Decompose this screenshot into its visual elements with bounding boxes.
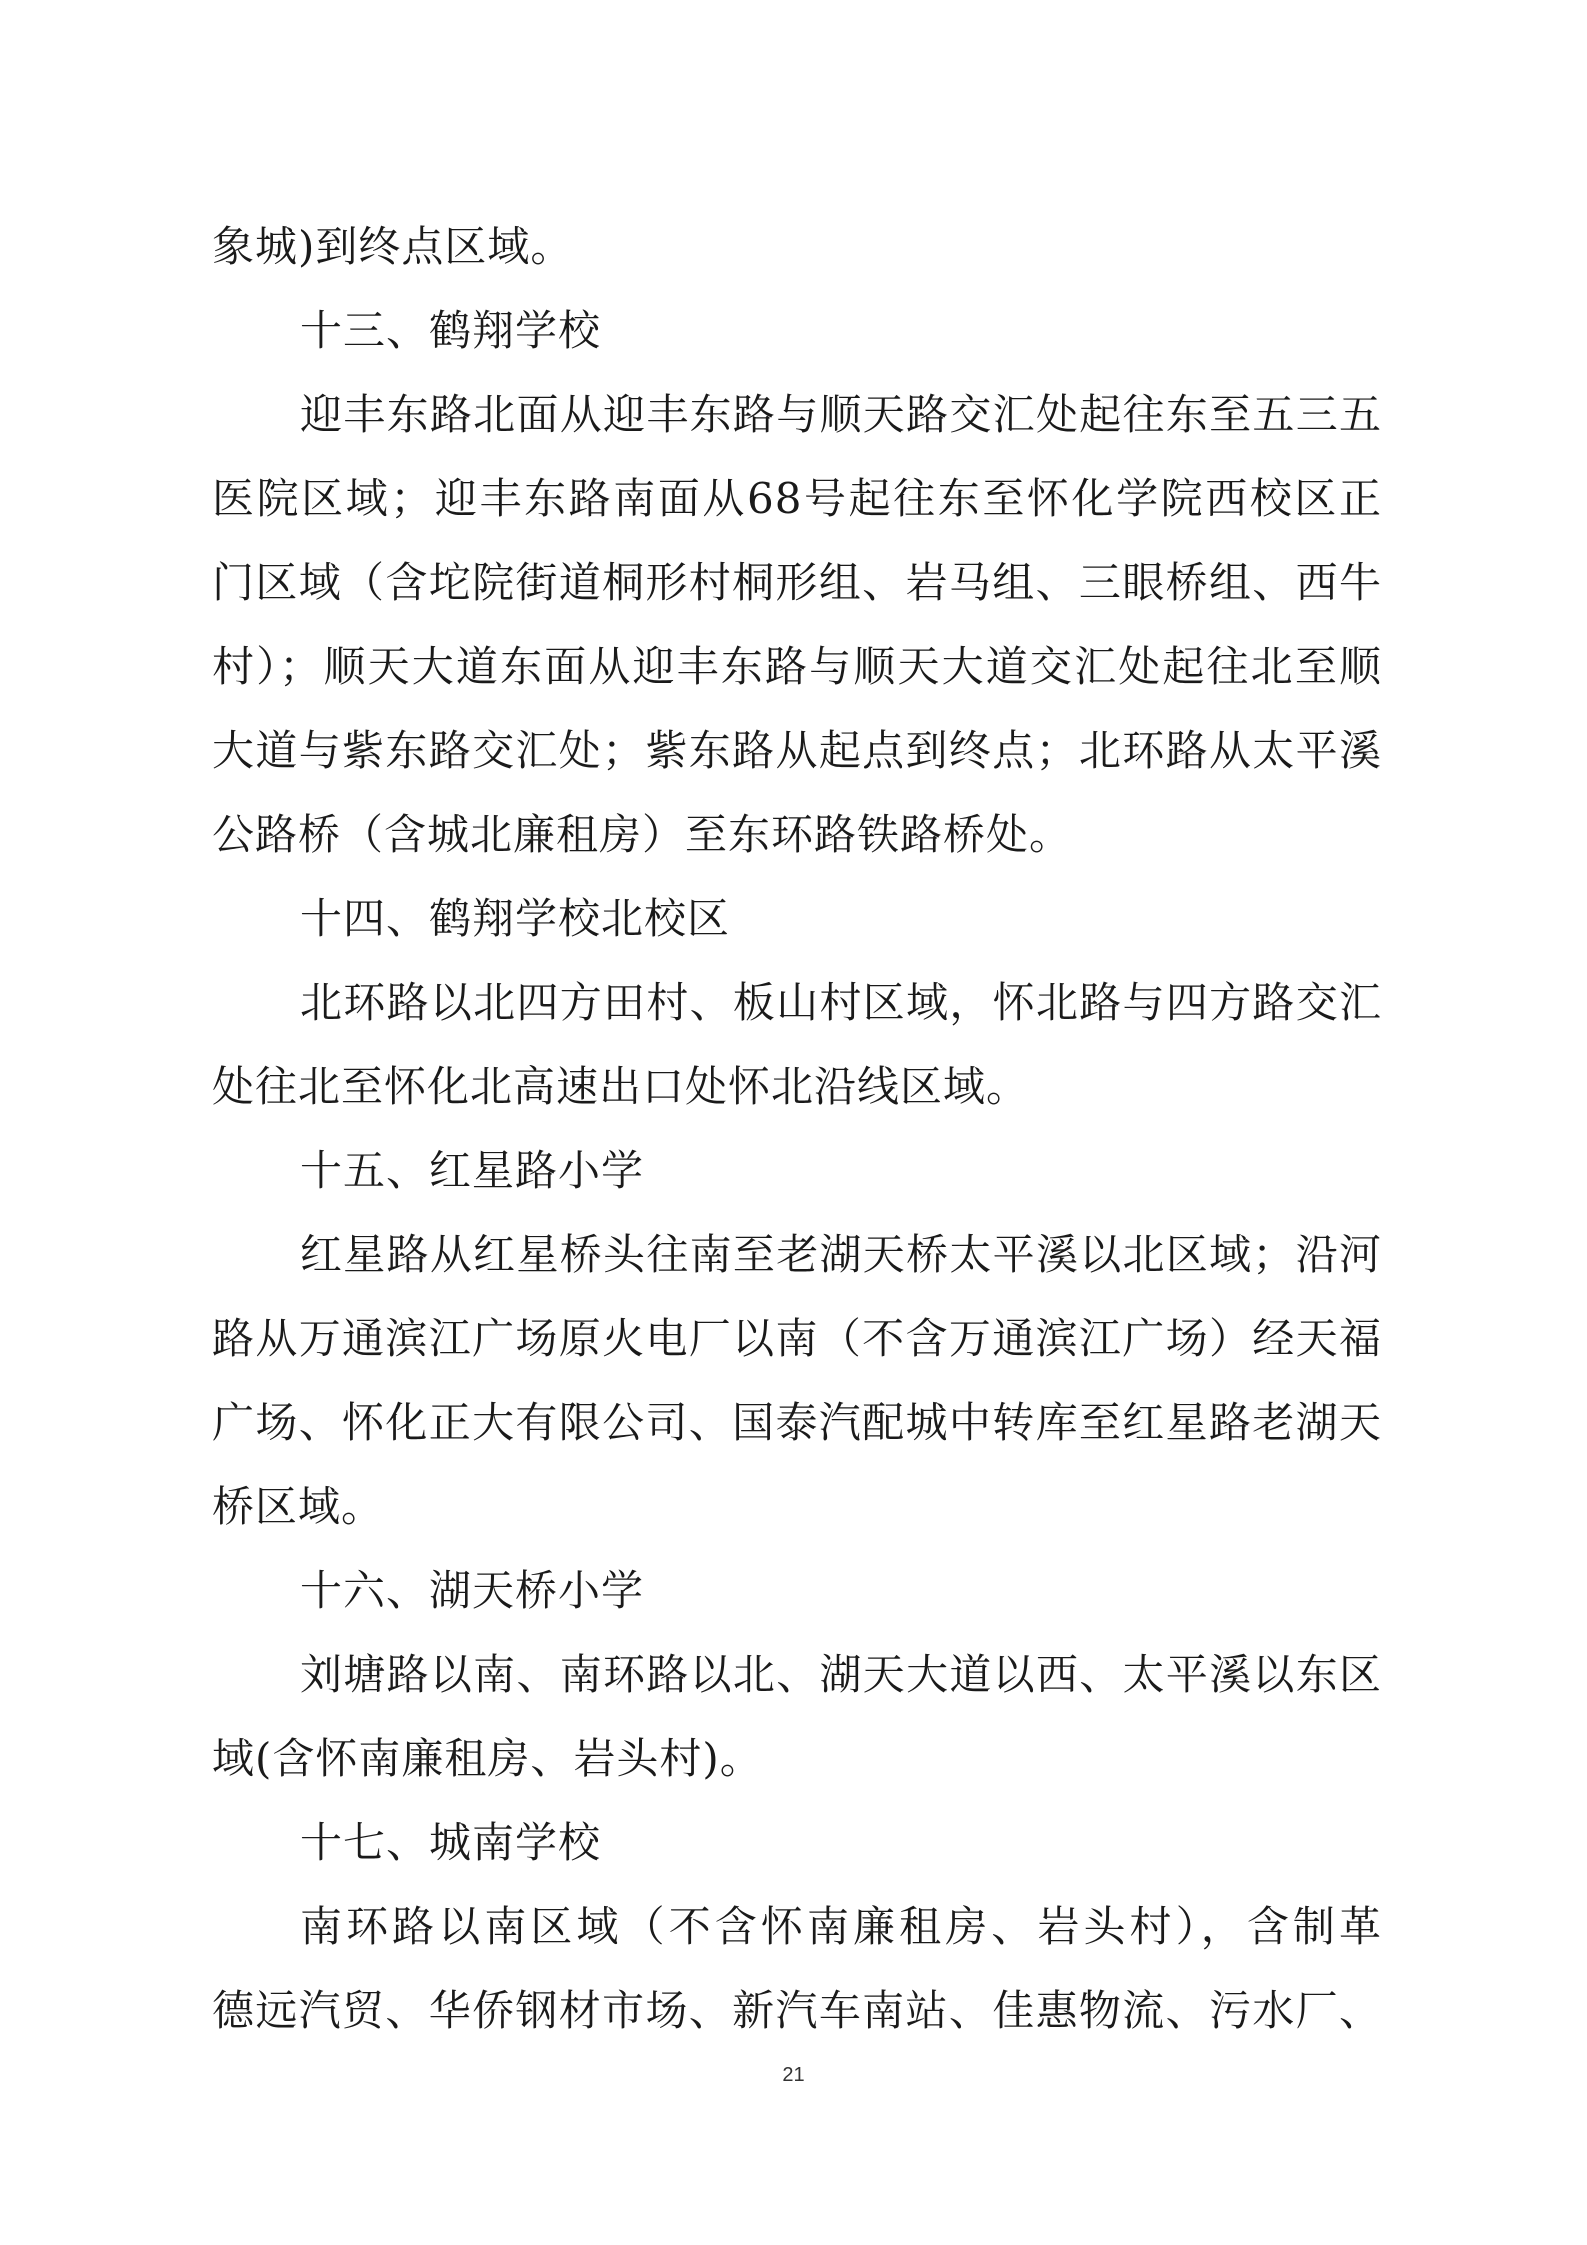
paragraph-line: 迎丰东路北面从迎丰东路与顺天路交汇处起往东至五三五 [300, 390, 1382, 439]
section-heading-15: 十五、红星路小学 [300, 1146, 645, 1195]
paragraph-line: 公路桥（含城北廉租房）至东环路铁路桥处。 [212, 810, 1073, 859]
paragraph-line: 红星路从红星桥头往南至老湖天桥太平溪以北区域；沿河 [300, 1230, 1382, 1279]
paragraph-line: 德远汽贸、华侨钢材市场、新汽车南站、佳惠物流、污水厂、 [212, 1986, 1382, 2035]
paragraph-line: 村）；顺天大道东面从迎丰东路与顺天大道交汇处起往北至顺 [212, 642, 1382, 691]
page-body [212, 205, 1382, 2053]
paragraph-line: 处往北至怀化北高速出口处怀北沿线区域。 [212, 1062, 1030, 1111]
section-heading-14: 十四、鹤翔学校北校区 [300, 894, 731, 943]
paragraph-line: 域(含怀南廉租房、岩头村)。 [212, 1734, 763, 1783]
paragraph-line: 北环路以北四方田村、板山村区域，怀北路与四方路交汇 [300, 978, 1382, 1027]
section-heading-13: 十三、鹤翔学校 [300, 306, 602, 355]
paragraph-line: 刘塘路以南、南环路以北、湖天大道以西、太平溪以东区 [300, 1650, 1382, 1699]
paragraph-line: 南环路以南区域（不含怀南廉租房、岩头村），含制革 [300, 1902, 1382, 1951]
paragraph-line: 广场、怀化正大有限公司、国泰汽配城中转库至红星路老湖天 [212, 1398, 1382, 1447]
paragraph-line: 门区域（含坨院街道桐形村桐形组、岩马组、三眼桥组、西牛 [212, 558, 1382, 607]
section-heading-16: 十六、湖天桥小学 [300, 1566, 645, 1615]
paragraph-line: 医院区域；迎丰东路南面从68号起往东至怀化学院西校区正 [212, 474, 1382, 523]
paragraph-line: 桥区域。 [212, 1482, 385, 1531]
paragraph-line: 象城)到终点区域。 [212, 222, 574, 271]
paragraph-line: 路从万通滨江广场原火电厂以南（不含万通滨江广场）经天福 [212, 1314, 1382, 1363]
section-heading-17: 十七、城南学校 [300, 1818, 602, 1867]
page-number: 21 [782, 2064, 805, 2086]
paragraph-line: 大道与紫东路交汇处；紫东路从起点到终点；北环路从太平溪 [212, 726, 1382, 775]
